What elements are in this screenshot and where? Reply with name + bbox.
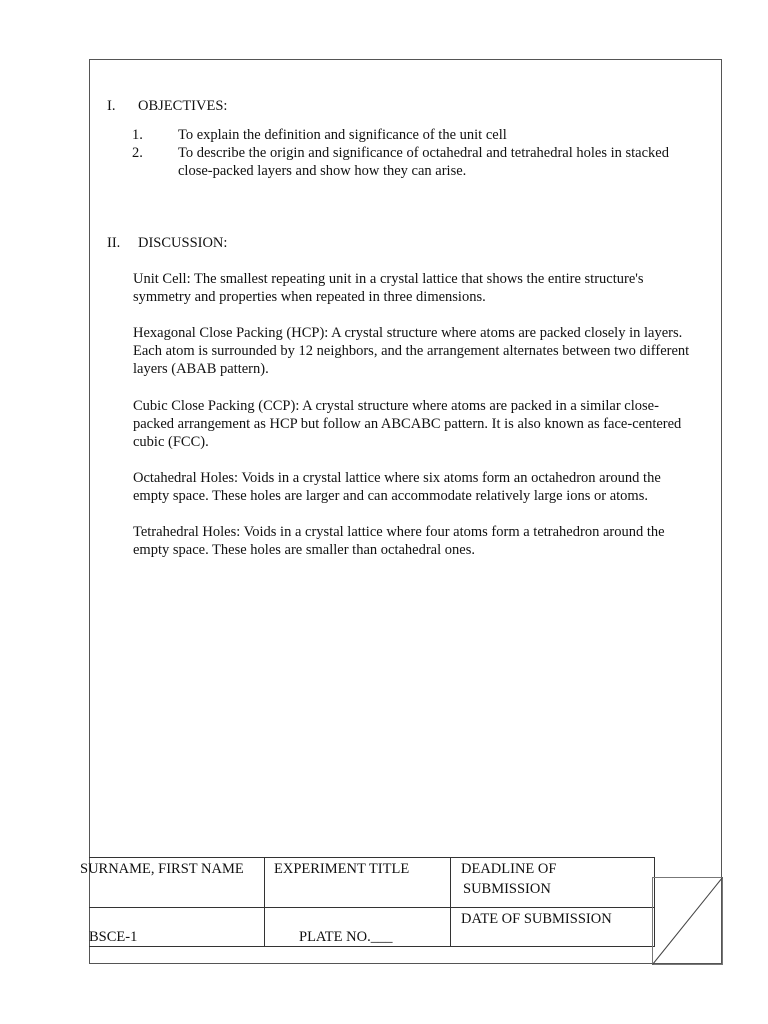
unit-cell-line2: symmetry and properties when repeated in three dimensions.: [133, 289, 486, 305]
table-middle-rule: [89, 907, 655, 908]
octahedral-line2: empty space. These holes are larger and can accommodate relatively large ions or atoms.: [133, 488, 648, 504]
tetrahedral-line2: empty space. These holes are smaller than octahedral ones.: [133, 542, 475, 558]
table-bottom-rule: [89, 946, 655, 947]
ccp-line3: cubic (FCC).: [133, 434, 209, 450]
ccp-line1: Cubic Close Packing (CCP): A crystal structure where atoms are packed in a similar close-: [133, 398, 659, 414]
plate-corner-box: [652, 877, 724, 967]
objective-1-number: 1.: [132, 127, 143, 143]
table-divider-2: [450, 857, 451, 946]
hcp-line2: Each atom is surrounded by 12 neighbors, and the arrangement alternates between two different: [133, 343, 690, 359]
tetrahedral-line1: Tetrahedral Holes: Voids in a crystal lattice where four atoms form a tetrahedron around the: [133, 524, 665, 540]
objective-1-text: To explain the definition and significance of the unit cell: [178, 127, 507, 143]
date-of-submission-label: DATE OF SUBMISSION: [461, 911, 612, 927]
objective-2-number: 2.: [132, 145, 143, 161]
deadline-label-line2: SUBMISSION: [463, 881, 551, 897]
discussion-numeral: II.: [107, 235, 121, 251]
unit-cell-line1: Unit Cell: The smallest repeating unit in a crystal lattice that shows the entire structure's: [133, 271, 644, 287]
objective-2-text-line2: close-packed layers and show how they can arise.: [178, 163, 467, 179]
objectives-numeral: I.: [107, 98, 116, 114]
page-border: [89, 59, 722, 964]
octahedral-line1: Octahedral Holes: Voids in a crystal lattice where six atoms form an octahedron around the: [133, 470, 661, 486]
ccp-line2: packed arrangement as HCP but follow an ABCABC pattern. It is also known as face-centered: [133, 416, 682, 432]
plate-number-label: PLATE NO.___: [299, 929, 393, 945]
hcp-line3: layers (ABAB pattern).: [133, 361, 269, 377]
table-top-rule: [89, 857, 655, 858]
objectives-heading: OBJECTIVES:: [138, 98, 228, 114]
hcp-line1: Hexagonal Close Packing (HCP): A crystal structure where atoms are packed closely in layers.: [133, 325, 683, 341]
surname-label: SURNAME, FIRST NAME: [80, 861, 244, 877]
table-divider-1: [264, 857, 265, 946]
experiment-title-label: EXPERIMENT TITLE: [274, 861, 410, 877]
section-label: BSCE-1: [89, 929, 138, 945]
discussion-heading: DISCUSSION:: [138, 235, 228, 251]
deadline-label-line1: DEADLINE OF: [461, 861, 557, 877]
objective-2-text-line1: To describe the origin and significance of octahedral and tetrahedral holes in stacked: [178, 145, 669, 161]
